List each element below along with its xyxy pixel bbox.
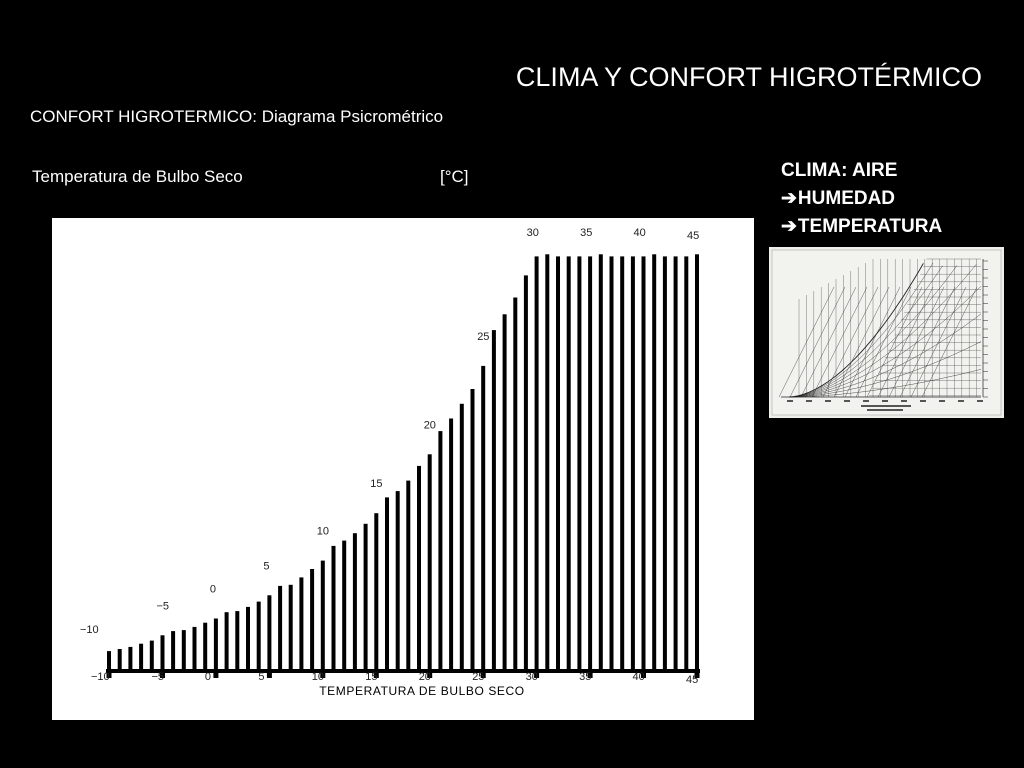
chart-bar (182, 630, 186, 669)
chart-bar (481, 366, 485, 669)
x-tick-label: −10 (91, 671, 110, 683)
bar-peak-label: 15 (370, 478, 383, 491)
bar-peak-label: 10 (316, 525, 330, 538)
chart-bar (652, 254, 656, 669)
dry-bulb-label: Temperatura de Bulbo Seco (32, 167, 243, 186)
chart-bar (577, 256, 581, 669)
bar-peak-label: −5 (156, 600, 170, 613)
side-list-item-label: TEMPERATURA (797, 216, 943, 237)
chart-bar (620, 256, 624, 669)
chart-bar (235, 611, 239, 669)
chart-bar (203, 623, 207, 669)
chart-bar (449, 419, 453, 670)
x-axis-tick (267, 673, 272, 678)
chart-bar (289, 585, 293, 669)
side-list-item-label: HUMEDAD (797, 188, 896, 209)
chart-bar (438, 431, 442, 669)
chart-panel (52, 218, 754, 720)
chart-bar (471, 389, 475, 669)
chart-bar (396, 491, 400, 669)
chart-bar (193, 627, 197, 669)
chart-bar (599, 254, 603, 669)
chart-bar (364, 524, 368, 669)
x-tick-label: 0 (204, 671, 212, 683)
x-tick-label: 45 (686, 674, 699, 686)
chart-bar (610, 256, 614, 669)
chart-bar (631, 256, 635, 669)
chart-bar (246, 607, 250, 669)
bar-peak-label: 40 (633, 227, 646, 239)
chart-bar (139, 644, 143, 669)
bar-peak-label: −10 (80, 624, 99, 637)
chart-bar (353, 533, 357, 669)
chart-bar (674, 256, 678, 669)
chart-bar (588, 256, 592, 669)
unit-label: [°C] (440, 167, 469, 186)
chart-bar (524, 275, 528, 669)
chart-bar (310, 569, 314, 669)
chart-bar (460, 404, 464, 669)
side-list-item-humedad (781, 185, 942, 213)
side-list-item-temperatura (781, 213, 942, 241)
x-tick-label: −5 (151, 671, 165, 683)
bar-peak-label: 5 (263, 560, 270, 573)
chart-bar (428, 454, 432, 669)
chart-bar (417, 466, 421, 669)
chart-bar (332, 546, 336, 669)
chart-bar (567, 256, 571, 669)
chart-bar (128, 647, 132, 669)
bar-peak-label: 35 (580, 227, 593, 239)
dry-bulb-bar-chart (52, 218, 754, 720)
bars-group (107, 254, 699, 669)
chart-bar (267, 595, 271, 669)
chart-bar (278, 586, 282, 669)
psychrometric-chart-thumbnail (769, 247, 1004, 418)
chart-bar (535, 256, 539, 669)
peak-labels-group (80, 227, 699, 636)
psychrometric-chart-image (769, 247, 1004, 418)
x-tick-label: 40 (632, 671, 645, 683)
chart-bar (257, 602, 261, 669)
side-list (781, 157, 942, 241)
bar-peak-label: 25 (477, 330, 490, 343)
chart-bar (342, 541, 346, 669)
axis-group (106, 669, 700, 678)
chart-bar (663, 256, 667, 669)
bar-peak-label: 30 (526, 227, 539, 239)
side-list-heading: CLIMA: AIRE (781, 160, 898, 181)
chart-bar (150, 641, 154, 669)
chart-bar (684, 256, 688, 669)
chart-bar (171, 631, 175, 669)
bar-peak-label: 20 (423, 419, 436, 432)
chart-bar (556, 256, 560, 669)
x-tick-label: 30 (525, 671, 538, 683)
x-tick-label: 20 (418, 671, 431, 683)
chart-bar (513, 298, 517, 670)
x-axis-line (106, 669, 700, 673)
chart-bar (406, 481, 410, 669)
chart-bar (214, 619, 218, 670)
slide-title: CLIMA Y CONFORT HIGROTÉRMICO (515, 62, 982, 92)
chart-bar (107, 651, 111, 669)
chart-bar (545, 254, 549, 669)
chart-bar (385, 497, 389, 669)
x-axis-title: TEMPERATURA DE BULBO SECO (319, 684, 525, 698)
x-tick-label: 5 (258, 671, 265, 683)
chart-bar (503, 314, 507, 669)
chart-bar (374, 513, 378, 669)
bar-peak-label: 45 (687, 230, 700, 242)
chart-bar (492, 330, 496, 669)
chart-bar (695, 254, 699, 669)
chart-bar (225, 612, 229, 669)
arrow-right-icon: ➔ (781, 188, 797, 209)
x-tick-label: 15 (365, 671, 378, 683)
x-tick-label: 35 (579, 671, 592, 683)
chart-bar (321, 561, 325, 669)
x-tick-label: 25 (472, 671, 485, 683)
x-tick-label: 10 (311, 671, 325, 683)
bar-peak-label: 0 (209, 583, 217, 596)
x-axis-tick (213, 673, 218, 678)
chart-bar (118, 649, 122, 669)
chart-bar (642, 256, 646, 669)
chart-bar (299, 577, 303, 669)
chart-bar (161, 635, 165, 669)
slide-subtitle: CONFORT HIGROTERMICO: Diagrama Psicrométrico (30, 107, 444, 126)
arrow-right-icon: ➔ (781, 216, 797, 237)
